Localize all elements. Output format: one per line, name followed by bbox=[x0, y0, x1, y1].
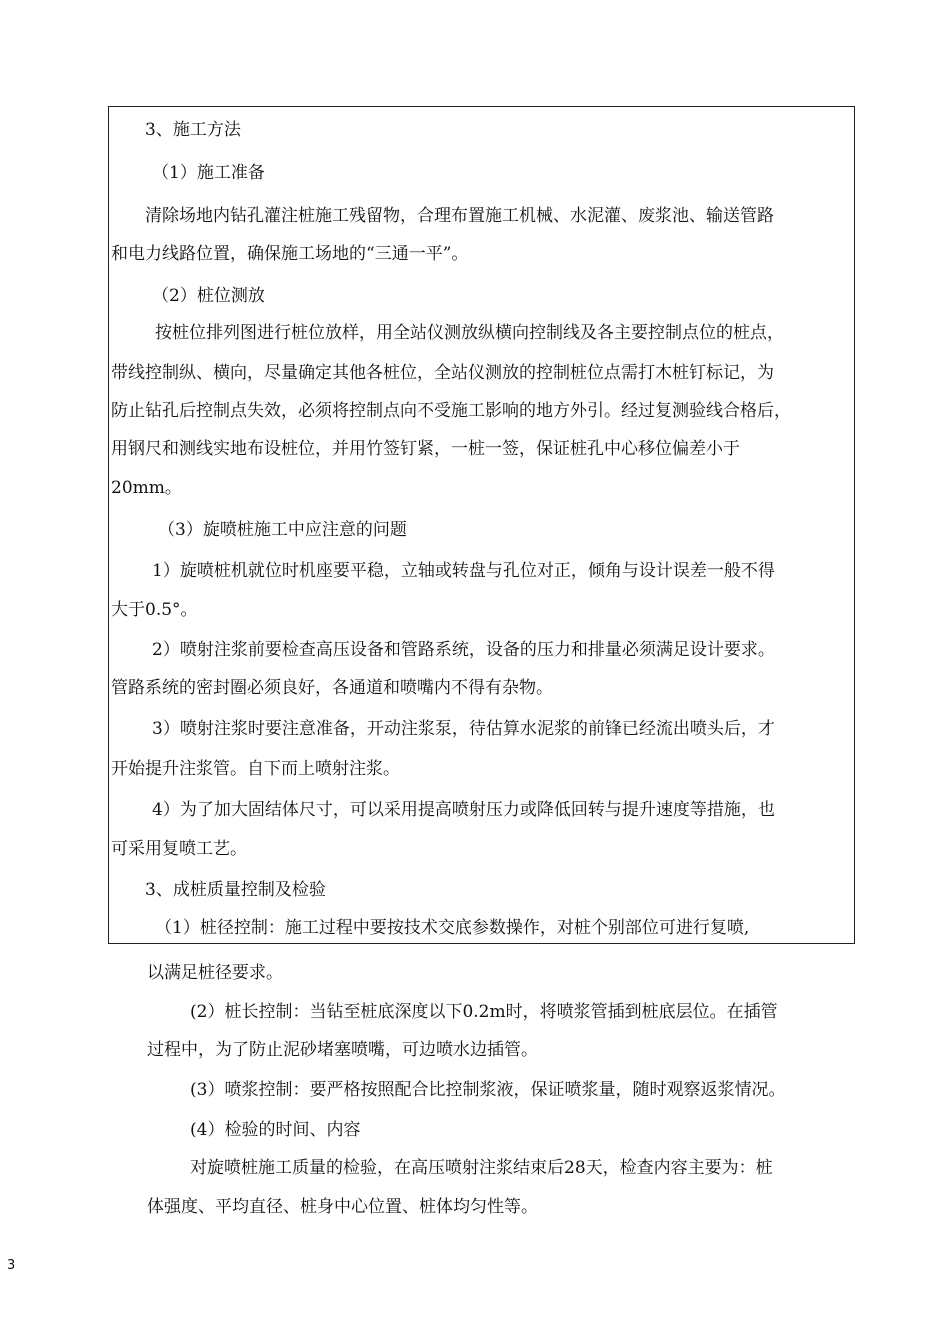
subheading-pile-layout: （2）桩位测放 bbox=[152, 286, 265, 306]
paragraph-line: (3）喷浆控制：要严格按照配合比控制浆液，保证喷浆量，随时观察返浆情况。 bbox=[190, 1080, 786, 1100]
paragraph-line: 和电力线路位置，确保施工场地的“三通一平”。 bbox=[111, 244, 469, 264]
paragraph-line: 按桩位排列图进行桩位放样，用全站仪测放纵横向控制线及各主要控制点位的桩点， bbox=[155, 323, 784, 343]
paragraph-line: 清除场地内钻孔灌注桩施工残留物，合理布置施工机械、水泥灌、废浆池、输送管路 bbox=[145, 206, 774, 226]
subheading-jet-grouting-issues: （3）旋喷桩施工中应注意的问题 bbox=[158, 520, 407, 540]
paragraph-line: 带线控制纵、横向，尽量确定其他各桩位，全站仪测放的控制桩位点需打木桩钉标记，为 bbox=[111, 363, 774, 383]
paragraph-line: 可采用复喷工艺。 bbox=[111, 839, 247, 859]
paragraph-line: 大于0.5°。 bbox=[111, 600, 198, 620]
paragraph-line: （1）桩径控制：施工过程中要按技术交底参数操作，对桩个别部位可进行复喷, bbox=[155, 918, 750, 938]
paragraph-line: 管路系统的密封圈必须良好，各通道和喷嘴内不得有杂物。 bbox=[111, 678, 553, 698]
section-heading-quality-control: 3、成桩质量控制及检验 bbox=[145, 880, 326, 900]
paragraph-line: 开始提升注浆管。自下而上喷射注浆。 bbox=[111, 759, 400, 779]
section-heading-construction-method: 3、施工方法 bbox=[145, 120, 241, 140]
paragraph-line: 4）为了加大固结体尺寸，可以采用提高喷射压力或降低回转与提升速度等措施，也 bbox=[152, 800, 775, 820]
subheading-inspection: (4）检验的时间、内容 bbox=[190, 1120, 361, 1140]
paragraph-line: 用钢尺和测线实地布设桩位，并用竹签钉紧，一桩一签，保证桩孔中心移位偏差小于 bbox=[111, 439, 740, 459]
paragraph-line: 体强度、平均直径、桩身中心位置、桩体均匀性等。 bbox=[147, 1197, 538, 1217]
paragraph-line: 20mm。 bbox=[111, 478, 182, 498]
paragraph-line: 对旋喷桩施工质量的检验，在高压喷射注浆结束后28天，检查内容主要为：桩 bbox=[190, 1158, 773, 1178]
page-number: 3 bbox=[7, 1258, 16, 1273]
paragraph-line: 防止钻孔后控制点失效，必须将控制点向不受施工影响的地方外引。经过复测验线合格后， bbox=[111, 401, 791, 421]
paragraph-line: 过程中，为了防止泥砂堵塞喷嘴，可边喷水边插管。 bbox=[147, 1040, 538, 1060]
subheading-preparation: （1）施工准备 bbox=[152, 163, 265, 183]
paragraph-line: 2）喷射注浆前要检查高压设备和管路系统，设备的压力和排量必须满足设计要求。 bbox=[152, 640, 775, 660]
paragraph-line: 以满足桩径要求。 bbox=[147, 963, 283, 983]
paragraph-line: 1）旋喷桩机就位时机座要平稳，立轴或转盘与孔位对正，倾角与设计误差一般不得 bbox=[152, 561, 775, 581]
paragraph-line: (2）桩长控制：当钻至桩底深度以下0.2m时，将喷浆管插到桩底层位。在插管 bbox=[190, 1002, 778, 1022]
paragraph-line: 3）喷射注浆时要注意准备，开动注浆泵，待估算水泥浆的前锋已经流出喷头后，才 bbox=[152, 719, 775, 739]
